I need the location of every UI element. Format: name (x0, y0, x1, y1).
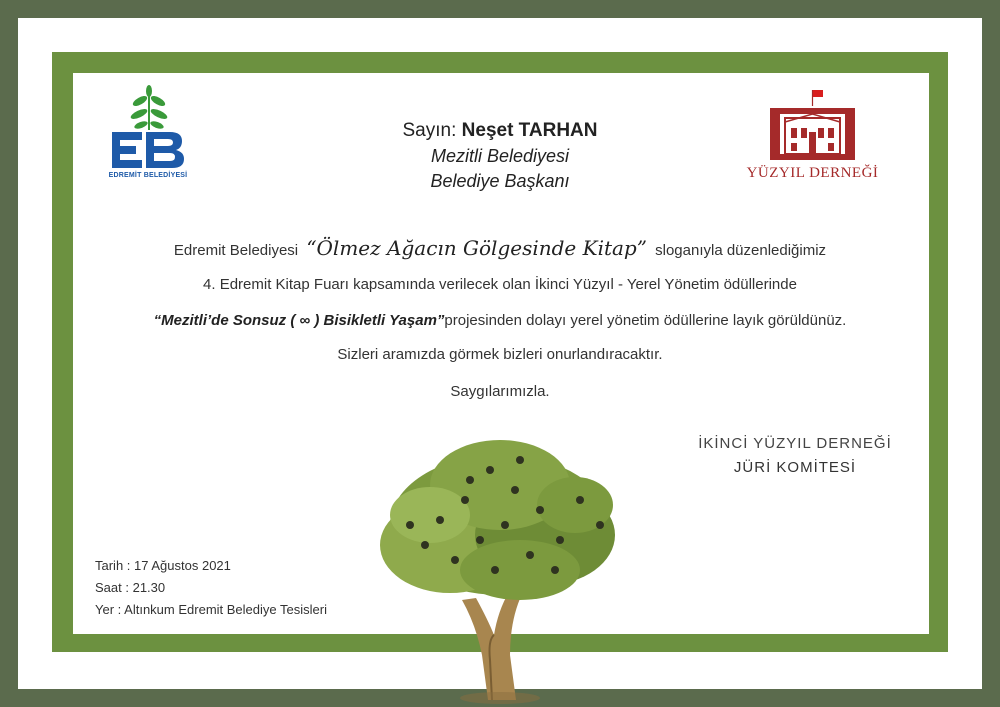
salutation-line (0, 120, 1000, 142)
line1-suffix: sloganıyla düzenlediğimiz (655, 242, 827, 259)
line1-prefix: Edremit Belediyesi (173, 242, 299, 259)
closing-line: Saygılarımızla. (450, 383, 550, 400)
recipient-organization: Mezitli Belediyesi (430, 146, 570, 166)
tree-canopy (380, 440, 615, 600)
time-value: 21.30 (132, 580, 166, 595)
place-value: Altınkum Edremit Belediye Tesisleri (124, 602, 327, 617)
project-name: “Mezitli’de Sonsuz ( ∞ ) Bisikletli Yaşam” (153, 312, 445, 329)
body-line-1 (0, 236, 1000, 260)
committee-organization: İKİNCİ YÜZYIL DERNEĞİ (698, 435, 892, 452)
event-date (95, 558, 231, 573)
body-line-3 (0, 312, 1000, 329)
body-line-2: 4. Edremit Kitap Fuarı kapsamında verilecek olan İkinci Yüzyıl - Yerel Yönetim ödüllerinde (203, 276, 797, 293)
place-label: Yer : (95, 602, 122, 617)
date-value: 17 Ağustos 2021 (134, 558, 231, 573)
body-line-4: Sizleri aramızda görmek bizleri onurlandıracaktır. (337, 346, 663, 363)
event-time (95, 580, 165, 595)
slogan-text: “Ölmez Ağacın Gölgesinde Kitap” (306, 236, 647, 260)
salutation-prefix: Sayın: (402, 120, 457, 141)
right-logo-caption: YÜZYIL DERNEĞİ (746, 165, 879, 181)
committee-name: JÜRİ KOMİTESİ (733, 459, 857, 476)
recipient-name: Neşet TARHAN (461, 120, 598, 141)
event-place (95, 602, 327, 617)
recipient-title: Belediye Başkanı (430, 171, 570, 191)
olive-tree-illustration (370, 430, 630, 705)
left-logo-caption: EDREMİT BELEDİYESİ (108, 172, 188, 179)
date-label: Tarih : (95, 558, 131, 573)
time-label: Saat : (95, 580, 129, 595)
line3-suffix: projesinden dolayı yerel yönetim ödüllerine layık görüldünüz. (444, 312, 847, 329)
